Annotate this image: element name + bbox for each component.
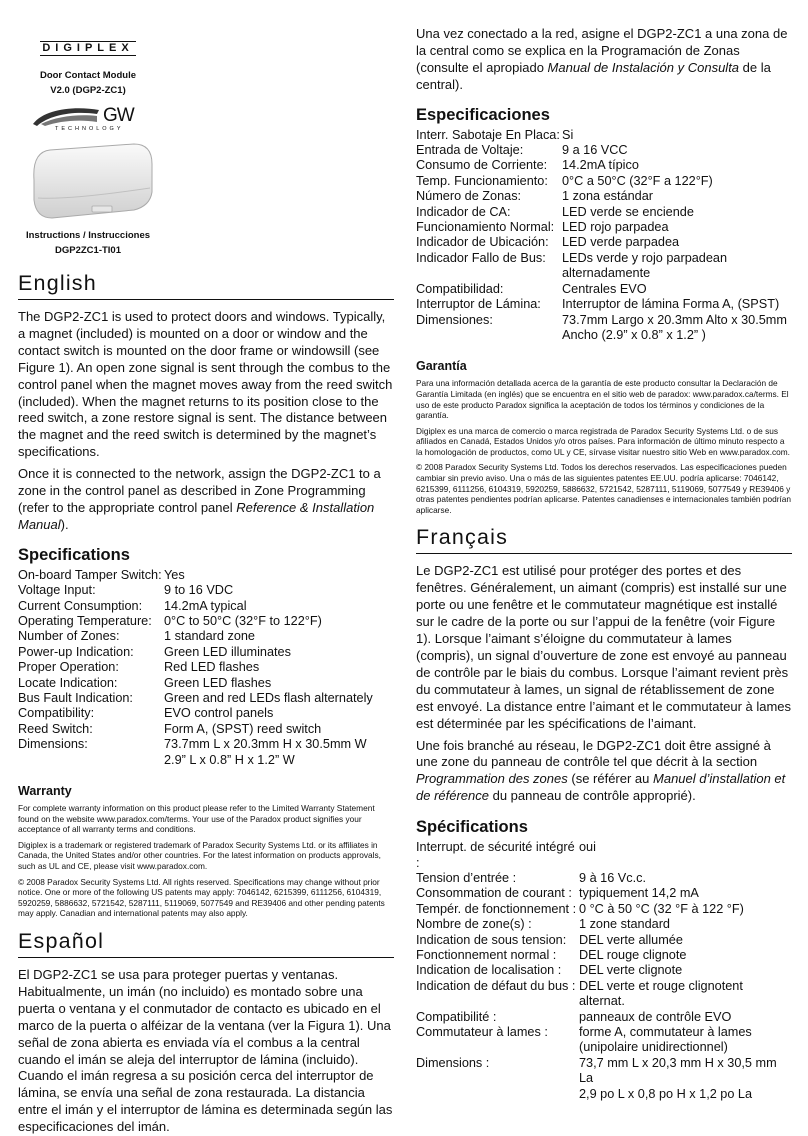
spec-label: Dimensiones:	[416, 312, 493, 327]
spec-label	[416, 328, 562, 343]
spec-value: Ancho (2.9” x 0.8” x 1.2” )	[562, 327, 706, 342]
spec-value: 2,9 po L x 0,8 po H x 1,2 po La	[579, 1086, 753, 1101]
francais-intro: Le DGP2-ZC1 est utilisé pour protéger des portes et des fenêtres. Généralement, un aimant (compris) est installé sur une porte ou une fenêtre et le commutateur magnétique est installé sur le cadre de la porte ou sur l’appui de la fenêtre (voir Figure 1). Lorsque l’aimant s’éloigne du commutateur à lames (compris), un signal d’ouverture de zone est envoyé au panneau de contrôle par le biais du combus. Lorsque l’aimant revient près du commutateur à lames, un signal de rétablissement de zone est envoyé. La distance entre l’aimant et le commutateur à lames est déterminée par les spécifications de l’aimant.	[416, 563, 792, 731]
spec-value: DEL rouge clignote	[579, 947, 687, 962]
espanol-intro: El DGP2-ZC1 se usa para proteger puertas y ventanas. Habitualmente, un imán (no incluido) es montado sobre una puerta o ventana y el conmutador de contacto es ubicado en el marco de la puerta o alféizar de la ventana (ver la Figura 1). Una señal de zona abierta es enviada vía el combus a la central cuando el imán se aleja del interruptor de lámina (incluido). Cuando el imán regresa a su posición cerca del interruptor de lámina, se envía una señal de zona restaurada. La distancia entre el imán y el interruptor de lámina es determinada según las especificaciones del imán.	[18, 967, 393, 1135]
spec-label: Commutateur à lames :	[416, 1025, 548, 1039]
english-warranty-text-2: Digiplex is a trademark or registered trademark of Paradox Security Systems Ltd. or its affiliates in Canada, the United States and/or other countries. For the latest information on products approvals, such as UL and CE, please visit www.paradox.com.	[18, 839, 381, 872]
spec-row	[18, 629, 373, 644]
spec-label: Locate Indication:	[18, 675, 118, 690]
spec-label: Reed Switch:	[18, 721, 93, 736]
spec-value: 73.7mm L x 20.3mm H x 30.5mm W	[164, 737, 367, 752]
spec-row	[18, 583, 373, 598]
spec-value: DEL verte clignote	[579, 963, 683, 978]
spec-row	[416, 205, 787, 220]
spec-row	[416, 235, 787, 250]
spec-row	[416, 979, 792, 1010]
spec-row	[416, 871, 792, 886]
espanol-warranty-text-1: Para una información detallada acerca de la garantía de este producto consultar la Declaración de Garantía Limitada (en inglés) que se encuentra en el sitio web de paradox: www.paradox.ca/terms. El uso de este producto Paradox significa la aceptación de todos los términos y condiciones de la garantía.	[416, 378, 789, 421]
spec-value: typiquement 14,2 mA	[579, 886, 699, 901]
spec-row	[18, 614, 373, 629]
spec-row	[18, 645, 373, 660]
spec-row	[416, 297, 787, 312]
francais-spec-table	[416, 840, 792, 1102]
gw-technology-logo	[27, 104, 147, 134]
spec-label: Interruptor de Lámina:	[416, 297, 541, 312]
spec-value: 14.2mA typical	[164, 598, 247, 613]
spec-value: Green and red LEDs flash alternately	[164, 691, 373, 706]
instructions-label: Instructions / Instrucciones	[25, 230, 151, 241]
spec-label: Operating Temperature:	[18, 614, 152, 628]
espanol-manual-ref: Manual de Instalación y Consulta	[547, 59, 740, 75]
spec-value: alternadamente	[562, 266, 651, 281]
spec-value: Si	[562, 127, 574, 142]
english-section	[18, 270, 394, 1136]
english-assign-paragraph: Once it is connected to the network, assign the DGP2-ZC1 to a zone in the control panel as described in Zone Programming (refer to the appropriate control panel Reference & Installation Manual).	[18, 466, 381, 532]
spec-row	[18, 722, 373, 737]
espanol-spec-heading: Especificaciones	[416, 105, 550, 124]
spec-row	[18, 753, 373, 768]
product-title: Door Contact Module	[39, 70, 137, 81]
spec-value: 0°C to 50°C (32°F to 122°F)	[164, 614, 322, 628]
spec-label: Dimensions:	[18, 737, 88, 752]
spec-label: Interr. Sabotaje En Placa:	[416, 127, 560, 142]
english-manual-ref: Reference & Installation Manual	[18, 499, 375, 532]
english-spec-table	[18, 568, 373, 768]
espanol-warranty-text-3: © 2008 Paradox Security Systems Ltd. Todos los derechos reservados. Las especificaciones pueden cambiar sin previo aviso. Una o más de las siguientes patentes EE.UU. podría aplicarse: 7046142, 6215399, 6111256, 6104319, 5920259, 5886632, 5721542, 5287111, 5119069, 5077549 y RE39406 y otras patentes pendientes podrían aplicarse. Patentes canadienses e internacionales también podrían aplicarse.	[416, 462, 791, 515]
spec-value: 0 °C à 50 °C (32 °F à 122 °F)	[579, 901, 744, 916]
spec-label: Entrada de Voltaje:	[416, 143, 524, 158]
spec-label: Fonctionnement normal :	[416, 947, 557, 962]
spec-value: LEDs verde y rojo parpadean	[562, 250, 728, 265]
spec-row	[416, 189, 787, 204]
spec-label: Indicador de CA:	[416, 204, 511, 219]
spec-value: 14.2mA típico	[562, 158, 639, 173]
spec-value: Green LED flashes	[164, 675, 272, 690]
espanol-warranty-text-2: Digiplex es una marca de comercio o marca registrada de Paradox Security Systems Ltd. o de sus afiliados en Canadá, Estados Unidos y/o otros países. Para información de último minuto respecto a la homologación de productos, como UL y CE, sírvase visitar nuestro sitio Web en www.paradox.com.	[416, 425, 790, 457]
spec-row	[18, 706, 373, 721]
spec-label: Indication de défaut du bus :	[416, 978, 576, 993]
english-spec-heading: Specifications	[18, 545, 130, 564]
francais-section-ref: Programmation des zones	[416, 771, 568, 787]
spec-row	[416, 174, 787, 189]
spec-label: Proper Operation:	[18, 660, 119, 675]
spec-value: Green LED illuminates	[164, 644, 291, 659]
spec-label: Bus Fault Indication:	[18, 691, 133, 706]
spec-label: Consumo de Corriente:	[416, 158, 548, 173]
francais-heading: Français	[416, 524, 792, 554]
spec-value: DEL verte et rouge clignotent alternat.	[579, 978, 743, 1009]
spec-row	[18, 568, 373, 583]
spec-value: 73,7 mm L x 20,3 mm H x 30,5 mm La	[579, 1055, 777, 1086]
spec-label: Temp. Funcionamiento:	[416, 173, 548, 188]
spec-row	[416, 1025, 792, 1040]
spec-row	[416, 963, 792, 978]
product-version: V2.0 (DGP2-ZC1)	[50, 85, 126, 96]
spec-row	[416, 251, 787, 266]
spec-value: LED verde parpadea	[562, 235, 680, 250]
spec-row	[416, 143, 787, 158]
spec-row	[18, 691, 373, 706]
spec-label: Indicador Fallo de Bus:	[416, 250, 546, 265]
espanol-warranty-heading: Garantía	[416, 359, 467, 374]
spec-row	[416, 1087, 792, 1102]
spec-label	[416, 1040, 579, 1055]
spec-row	[416, 917, 792, 932]
spec-label: Compatibility:	[18, 706, 95, 721]
spec-label: Consommation de courant :	[416, 886, 572, 901]
spec-row	[18, 660, 373, 675]
spec-row	[416, 1056, 792, 1087]
spec-value: panneaux de contrôle EVO	[579, 1009, 732, 1024]
spec-row	[416, 948, 792, 963]
spec-value: 1 standard zone	[164, 629, 255, 644]
spec-label: Tension d’entrée :	[416, 870, 517, 885]
spec-value: 2.9” L x 0.8” H x 1.2” W	[164, 752, 295, 767]
spec-value: Form A, (SPST) reed switch	[164, 721, 322, 736]
spec-row	[416, 266, 787, 281]
spec-row	[416, 1040, 792, 1055]
english-heading: English	[18, 270, 394, 300]
spec-value: Red LED flashes	[164, 660, 260, 675]
spec-row	[416, 282, 787, 297]
spec-label: On-board Tamper Switch:	[18, 567, 162, 582]
spec-value: 9 a 16 VCC	[562, 143, 628, 158]
spec-value: LED rojo parpadea	[562, 220, 669, 235]
english-intro: The DGP2-ZC1 is used to protect doors and windows. Typically, a magnet (included) is mounted on a door or window and the contact switch is mounted on the door frame or windowsill (see Figure 1). An open zone signal is sent through the combus to the control panel when the magnet moves away from the reed switch (included). When the magnet returns to its position close to the reed switch, a zone restore signal is sent. The distance between the magnet and the reed switch is determined by the magnet’s specifications.	[18, 309, 393, 460]
spec-value: 9 à 16 Vc.c.	[579, 870, 646, 885]
gw-logo-text: GW	[103, 105, 134, 126]
espanol-assign-paragraph: Una vez conectado a la red, asigne el DGP2-ZC1 a una zona de la central como se explica en la Programación de Zonas (consulte el apropiado Manual de Instalación y Consulta de la central).	[416, 26, 788, 92]
spec-row	[18, 599, 373, 614]
spec-row	[416, 158, 787, 173]
spec-row	[416, 886, 792, 901]
spec-value: (unipolaire unidirectionnel)	[579, 1040, 728, 1055]
spec-row	[416, 840, 792, 871]
english-warranty-heading: Warranty	[18, 784, 72, 799]
spec-value: forme A, commutateur à lames	[579, 1025, 752, 1039]
spec-row	[416, 328, 787, 343]
spec-value: 0°C a 50°C (32°F a 122°F)	[562, 173, 713, 188]
spec-label: Number of Zones:	[18, 629, 120, 644]
doc-code: DGP2ZC1-TI01	[55, 245, 121, 256]
spec-value: 73.7mm Largo x 20.3mm Alto x 30.5mm	[562, 312, 787, 327]
spec-value: DEL verte allumée	[579, 932, 683, 947]
spec-value: 9 to 16 VDC	[164, 583, 234, 598]
francais-spec-heading: Spécifications	[416, 818, 528, 837]
spec-label: Power-up Indication:	[18, 644, 134, 659]
spec-label	[416, 1087, 579, 1102]
spec-label	[18, 753, 164, 768]
spec-label: Funcionamiento Normal:	[416, 220, 555, 235]
espanol-continued-section	[416, 26, 792, 1102]
spec-label: Voltage Input:	[18, 583, 96, 598]
spec-value: LED verde se enciende	[562, 204, 694, 219]
door-contact-module-image	[30, 140, 155, 220]
spec-label: Dimensions :	[416, 1055, 490, 1070]
spec-row	[416, 933, 792, 948]
spec-label: Nombre de zone(s) :	[416, 917, 532, 932]
francais-manual-ref: Manuel d’installation et de référence	[416, 771, 786, 804]
spec-label: Número de Zonas:	[416, 189, 522, 204]
spec-label: Interrupt. de sécurité intégré :	[416, 840, 575, 870]
espanol-spec-table	[416, 128, 787, 344]
spec-label: Indication de localisation :	[416, 963, 562, 978]
spec-value: 1 zona estándar	[562, 189, 653, 204]
spec-row	[416, 128, 787, 143]
spec-label: Compatibilidad:	[416, 281, 504, 296]
english-warranty-text-3: © 2008 Paradox Security Systems Ltd. All rights reserved. Specifications may change without prior notice. One or more of the following US patents may apply: 7046142, 6215399, 6111256, 6104319, 5920259, 5886632, 5721542, 5287111, 5119069, 5077549 and RE39406 and other pending patents may apply. Canadian and international patents may also apply.	[18, 876, 385, 919]
spec-label: Current Consumption:	[18, 598, 143, 613]
brand-logo	[18, 38, 158, 56]
brand-name: DIGIPLEX	[42, 42, 134, 54]
espanol-heading: Español	[18, 928, 394, 958]
spec-value: 1 zone standard	[579, 917, 670, 932]
spec-label: Indication de sous tension:	[416, 932, 567, 947]
francais-assign-paragraph: Une fois branché au réseau, le DGP2-ZC1 doit être assigné à une zone du panneau de contrôle tel que décrit à la section Programmation des zones (se référer au Manuel d’installation et de référence du panneau de contrôle approprié).	[416, 737, 786, 804]
spec-value: Yes	[164, 567, 185, 582]
spec-value: Interruptor de lámina Forma A, (SPST)	[562, 297, 780, 312]
spec-value: EVO control panels	[164, 706, 274, 721]
gw-technology-text: TECHNOLOGY	[55, 126, 124, 132]
spec-row	[416, 220, 787, 235]
spec-value: Centrales EVO	[562, 281, 647, 296]
spec-label: Indicador de Ubicación:	[416, 235, 549, 250]
spec-row	[416, 313, 787, 328]
spec-label: Tempér. de fonctionnement :	[416, 901, 577, 916]
spec-row	[18, 737, 373, 752]
english-warranty-text-1: For complete warranty information on this product please refer to the Limited Warranty Statement found on the website www.paradox.com/terms. Your use of the Paradox product signifies your acceptance of all warranty terms and conditions.	[18, 803, 375, 835]
spec-row	[416, 902, 792, 917]
spec-row	[416, 1010, 792, 1025]
spec-row	[18, 676, 373, 691]
spec-label: Compatibilité :	[416, 1009, 497, 1024]
spec-value: oui	[579, 840, 596, 855]
spec-label	[416, 266, 562, 281]
